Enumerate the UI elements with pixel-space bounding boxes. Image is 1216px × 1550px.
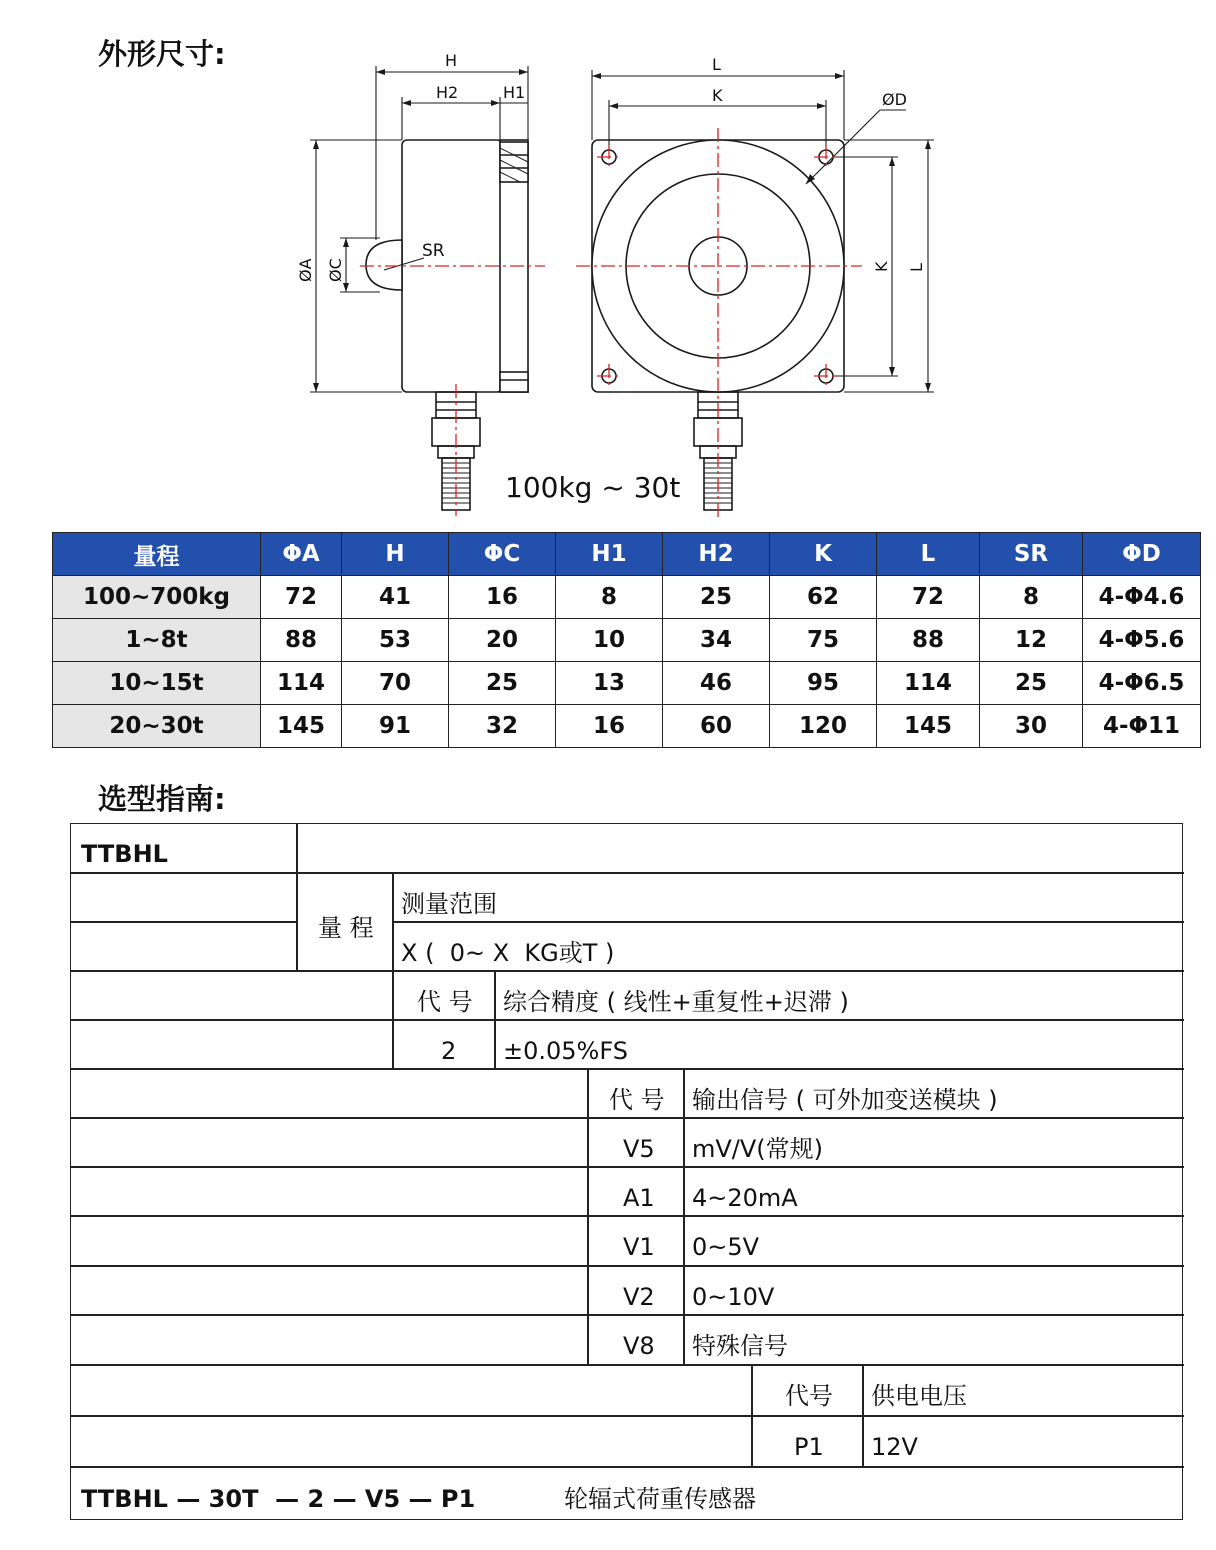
table-cell: 145 [877, 705, 980, 748]
table-cell: 34 [663, 619, 770, 662]
table-row [53, 619, 1201, 662]
accuracy-code: 2 [441, 1037, 457, 1065]
output-desc-v5: mV/V(常规) [692, 1135, 824, 1163]
table-cell: 20~30t [53, 705, 261, 748]
outline-drawing [270, 40, 950, 520]
table-cell: 4-Φ5.6 [1083, 619, 1201, 662]
header-phiD: ΦD [1083, 533, 1201, 576]
selection-guide-heading: 选型指南: [98, 782, 226, 816]
divider [587, 1068, 589, 1364]
table-cell: 100~700kg [53, 576, 261, 619]
divider [71, 1215, 1184, 1217]
header-K: K [770, 533, 877, 576]
table-cell: 16 [449, 576, 556, 619]
table-cell: 145 [261, 705, 342, 748]
header-phiC: ΦC [449, 533, 556, 576]
label-phiA: ØA [296, 258, 315, 282]
label-phiC: ØC [326, 258, 345, 282]
output-code-v8: V8 [623, 1332, 655, 1360]
table-cell: 13 [556, 662, 663, 705]
accuracy-value: ±0.05%FS [503, 1037, 628, 1065]
dimension-table [52, 532, 1201, 748]
label-L-top: L [712, 55, 721, 74]
table-cell: 4-Φ6.5 [1083, 662, 1201, 705]
divider [71, 1019, 1184, 1021]
table-row [53, 705, 1201, 748]
table-cell: 95 [770, 662, 877, 705]
divider [71, 1364, 1184, 1366]
table-cell: 62 [770, 576, 877, 619]
accuracy-code-label: 代 号 [417, 988, 473, 1016]
order-example: TTBHL — 30T — 2 — V5 — P1 [81, 1485, 476, 1513]
header-H2: H2 [663, 533, 770, 576]
output-code-label: 代 号 [609, 1086, 665, 1114]
divider [296, 824, 298, 970]
table-cell: 1~8t [53, 619, 261, 662]
label-H1: H1 [503, 83, 526, 102]
label-K-side: K [872, 261, 891, 272]
divider [71, 1314, 1184, 1316]
output-desc-v2: 0~10V [692, 1283, 775, 1311]
output-title: 输出信号 ( 可外加变送模块 ) [692, 1086, 998, 1114]
label-L-side: L [907, 263, 926, 272]
model-code: TTBHL [81, 840, 168, 868]
table-cell: 72 [261, 576, 342, 619]
table-cell: 114 [261, 662, 342, 705]
table-cell: 20 [449, 619, 556, 662]
range-value: X ( 0~ X KG或T ) [401, 939, 615, 967]
voltage-code: P1 [794, 1433, 824, 1461]
side-view [310, 66, 528, 510]
table-cell: 4-Φ11 [1083, 705, 1201, 748]
divider [494, 970, 496, 1068]
table-cell: 30 [980, 705, 1083, 748]
order-example-description: 轮辐式荷重传感器 [564, 1485, 756, 1513]
divider [71, 1265, 1184, 1267]
label-SR: SR [422, 241, 445, 261]
divider [862, 1364, 864, 1466]
divider [751, 1364, 753, 1466]
table-cell: 120 [770, 705, 877, 748]
header-range: 量程 [53, 533, 261, 576]
table-cell: 8 [980, 576, 1083, 619]
accuracy-title: 综合精度 ( 线性+重复性+迟滞 ) [503, 988, 849, 1016]
voltage-value: 12V [871, 1433, 918, 1461]
header-SR: SR [980, 533, 1083, 576]
output-code-v5: V5 [623, 1135, 655, 1163]
table-header-row [53, 533, 1201, 576]
label-H: H [445, 51, 458, 70]
table-cell: 41 [342, 576, 449, 619]
divider [71, 921, 296, 923]
table-cell: 10 [556, 619, 663, 662]
front-view [592, 70, 934, 510]
divider [71, 970, 1184, 972]
table-cell: 72 [877, 576, 980, 619]
table-cell: 8 [556, 576, 663, 619]
header-H1: H1 [556, 533, 663, 576]
header-L: L [877, 533, 980, 576]
voltage-title: 供电电压 [871, 1382, 967, 1410]
output-desc-v8: 特殊信号 [692, 1332, 788, 1360]
table-row [53, 662, 1201, 705]
divider [392, 921, 1184, 923]
table-cell: 46 [663, 662, 770, 705]
table-cell: 4-Φ4.6 [1083, 576, 1201, 619]
table-cell: 114 [877, 662, 980, 705]
output-code-v1: V1 [623, 1233, 655, 1261]
divider [71, 1117, 1184, 1119]
table-cell: 91 [342, 705, 449, 748]
label-phiD: ØD [882, 90, 907, 109]
divider [71, 1466, 1184, 1468]
table-cell: 25 [980, 662, 1083, 705]
output-code-v2: V2 [623, 1283, 655, 1311]
table-cell: 32 [449, 705, 556, 748]
table-cell: 70 [342, 662, 449, 705]
table-row [53, 576, 1201, 619]
divider [71, 1068, 1184, 1070]
selection-guide [70, 823, 1183, 1520]
header-H: H [342, 533, 449, 576]
label-K-top: K [712, 86, 723, 105]
range-caption: 100kg ~ 30t [505, 471, 681, 504]
divider [71, 1415, 1184, 1417]
output-desc-a1: 4~20mA [692, 1184, 798, 1212]
table-cell: 60 [663, 705, 770, 748]
table-cell: 10~15t [53, 662, 261, 705]
range-label: 量 程 [318, 914, 374, 942]
table-cell: 16 [556, 705, 663, 748]
output-desc-v1: 0~5V [692, 1233, 760, 1261]
voltage-code-label: 代号 [785, 1382, 833, 1410]
table-cell: 12 [980, 619, 1083, 662]
table-cell: 75 [770, 619, 877, 662]
table-cell: 53 [342, 619, 449, 662]
table-cell: 25 [663, 576, 770, 619]
dimensions-heading: 外形尺寸: [98, 37, 226, 71]
table-cell: 88 [261, 619, 342, 662]
divider [71, 872, 1184, 874]
output-code-a1: A1 [623, 1184, 655, 1212]
header-phiA: ΦA [261, 533, 342, 576]
divider [71, 1166, 1184, 1168]
range-title: 测量范围 [401, 890, 497, 918]
table-cell: 88 [877, 619, 980, 662]
divider [392, 872, 394, 1068]
label-H2: H2 [436, 83, 459, 102]
table-cell: 25 [449, 662, 556, 705]
divider [683, 1068, 685, 1364]
